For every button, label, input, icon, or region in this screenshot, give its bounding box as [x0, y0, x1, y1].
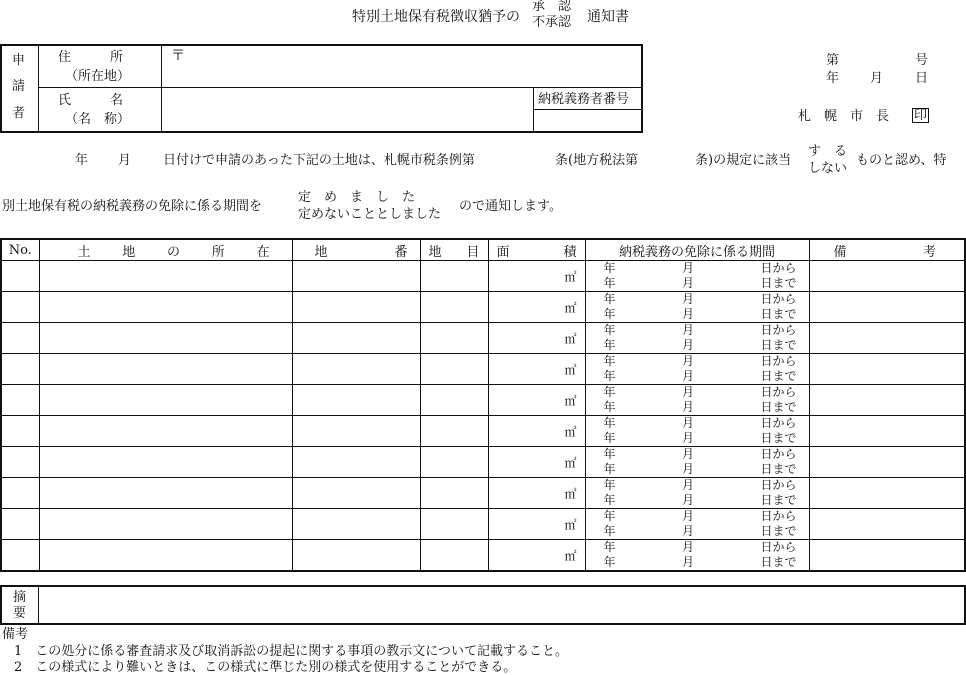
- header-location-char: 所: [211, 244, 225, 260]
- period-from-day: 日から: [760, 478, 797, 492]
- cell-lot[interactable]: [292, 509, 420, 540]
- period-to-year: 年: [603, 338, 616, 352]
- body-text-5: 別土地保有税の納税義務の免除に係る期間を: [2, 199, 263, 214]
- area-unit: ㎡: [564, 269, 577, 284]
- cell-no[interactable]: [1, 540, 39, 572]
- period-to-year: 年: [603, 555, 616, 569]
- header-category-char: 地: [428, 244, 442, 260]
- cell-no[interactable]: [1, 509, 39, 540]
- title-suffix: 通知書: [587, 9, 629, 25]
- cell-category[interactable]: [420, 509, 488, 540]
- cell-location[interactable]: [39, 323, 292, 354]
- cell-area[interactable]: [488, 354, 585, 385]
- cell-area[interactable]: [488, 540, 585, 572]
- cell-location[interactable]: [39, 509, 292, 540]
- cell-no[interactable]: [1, 261, 39, 292]
- cell-remarks[interactable]: [809, 447, 965, 478]
- cell-location[interactable]: [39, 385, 292, 416]
- number-prefix: 第: [826, 53, 840, 68]
- cell-period[interactable]: [585, 416, 809, 447]
- period-from-month: 月: [681, 509, 694, 523]
- period-to-year: 年: [603, 493, 616, 507]
- cell-location[interactable]: [39, 416, 292, 447]
- header-area-char: 面: [496, 244, 510, 260]
- cell-lot[interactable]: [292, 478, 420, 509]
- cell-lot[interactable]: [292, 261, 420, 292]
- postal-mark: 〒: [171, 48, 185, 64]
- body-option-not-determined: 定めないこととしました: [298, 207, 442, 222]
- cell-lot[interactable]: [292, 292, 420, 323]
- cell-remarks[interactable]: [809, 478, 965, 509]
- table-row: [1, 447, 965, 478]
- number-suffix: 号: [915, 53, 929, 68]
- cell-period[interactable]: [585, 261, 809, 292]
- period-to-day: 日まで: [760, 524, 797, 538]
- cell-area[interactable]: [488, 261, 585, 292]
- issue-date-day: 日: [915, 71, 929, 86]
- cell-no[interactable]: [1, 478, 39, 509]
- cell-no[interactable]: [1, 385, 39, 416]
- cell-category[interactable]: [420, 323, 488, 354]
- period-to-day: 日まで: [760, 276, 797, 290]
- cell-no[interactable]: [1, 292, 39, 323]
- applicant-label-2: 請: [12, 79, 26, 94]
- cell-lot[interactable]: [292, 385, 420, 416]
- period-to-year: 年: [603, 462, 616, 476]
- body-year: 年: [75, 153, 89, 168]
- period-to-year: 年: [603, 400, 616, 414]
- table-row: [1, 323, 965, 354]
- period-from-month: 月: [681, 447, 694, 461]
- body-option-determined: 定 め ま し た: [298, 190, 416, 205]
- period-from-day: 日から: [760, 385, 797, 399]
- summary-box: [0, 585, 966, 625]
- cell-period[interactable]: [585, 354, 809, 385]
- period-to-day: 日まで: [760, 431, 797, 445]
- cell-category[interactable]: [420, 540, 488, 572]
- cell-location[interactable]: [39, 447, 292, 478]
- period-to-month: 月: [681, 524, 694, 538]
- name-label: 氏 名: [58, 93, 124, 108]
- table-row: [1, 416, 965, 447]
- body-text-2: 条(地方税法第: [555, 153, 639, 168]
- notes-title: 備考: [2, 627, 29, 642]
- period-to-day: 日まで: [760, 400, 797, 414]
- period-to-year: 年: [603, 369, 616, 383]
- area-unit: ㎡: [564, 331, 577, 346]
- cell-period[interactable]: [585, 478, 809, 509]
- period-from-month: 月: [681, 385, 694, 399]
- name-sublabel: （名 称）: [65, 112, 131, 127]
- header-remarks-char: 考: [922, 244, 936, 260]
- body-month: 月: [118, 153, 132, 168]
- cell-remarks[interactable]: [809, 385, 965, 416]
- period-from-year: 年: [603, 447, 616, 461]
- cell-category[interactable]: [420, 354, 488, 385]
- area-unit: ㎡: [564, 455, 577, 470]
- period-from-day: 日から: [760, 416, 797, 430]
- summary-label-2: 要: [13, 606, 27, 621]
- note-item-1: 1 この処分に係る審査請求及び取消訴訟の提起に関する事項の教示文について記載すること。: [14, 644, 569, 659]
- address-label: 住 所: [58, 50, 124, 65]
- period-from-year: 年: [603, 416, 616, 430]
- header-lot: [292, 239, 420, 261]
- issue-date-year: 年: [826, 71, 840, 86]
- table-row: [1, 292, 965, 323]
- taxpayer-number-label: 納税義務者番号: [538, 92, 630, 107]
- body-text-1: 日付けで申請のあった下記の土地は、札幌市税条例第: [163, 153, 475, 168]
- cell-area[interactable]: [488, 478, 585, 509]
- table-row: [1, 540, 965, 572]
- body-text-3: 条)の規定に該当: [695, 153, 792, 168]
- period-from-year: 年: [603, 509, 616, 523]
- period-from-month: 月: [681, 478, 694, 492]
- period-to-year: 年: [603, 307, 616, 321]
- period-to-month: 月: [681, 307, 694, 321]
- cell-location[interactable]: [39, 261, 292, 292]
- cell-period[interactable]: [585, 292, 809, 323]
- period-to-day: 日まで: [760, 369, 797, 383]
- period-from-day: 日から: [760, 447, 797, 461]
- period-to-day: 日まで: [760, 462, 797, 476]
- table-row: [1, 509, 965, 540]
- cell-lot[interactable]: [292, 323, 420, 354]
- header-remarks: [809, 239, 965, 261]
- summary-label-1: 摘: [13, 590, 27, 605]
- cell-remarks[interactable]: [809, 354, 965, 385]
- period-to-month: 月: [681, 431, 694, 445]
- cell-remarks[interactable]: [809, 261, 965, 292]
- header-location-char: 地: [122, 244, 136, 260]
- cell-period[interactable]: [585, 447, 809, 478]
- period-to-year: 年: [603, 524, 616, 538]
- note-item-2: 2 この様式により難いときは、この様式に準じた別の様式を使用することができる。: [14, 660, 517, 675]
- period-to-month: 月: [681, 400, 694, 414]
- area-unit: ㎡: [564, 393, 577, 408]
- period-to-day: 日まで: [760, 555, 797, 569]
- cell-category[interactable]: [420, 416, 488, 447]
- period-from-day: 日から: [760, 509, 797, 523]
- body-option-not-applies: しない: [808, 161, 848, 176]
- header-period: 納税義務の免除に係る期間: [585, 239, 809, 261]
- cell-area[interactable]: [488, 447, 585, 478]
- period-from-year: 年: [603, 354, 616, 368]
- period-from-month: 月: [681, 292, 694, 306]
- body-option-applies: す る: [808, 144, 848, 159]
- cell-area[interactable]: [488, 416, 585, 447]
- period-from-day: 日から: [760, 540, 797, 554]
- period-from-year: 年: [603, 261, 616, 275]
- cell-category[interactable]: [420, 261, 488, 292]
- cell-location[interactable]: [39, 540, 292, 572]
- period-to-day: 日まで: [760, 493, 797, 507]
- period-from-year: 年: [603, 385, 616, 399]
- period-to-day: 日まで: [760, 307, 797, 321]
- table-row: [1, 385, 965, 416]
- cell-location[interactable]: [39, 478, 292, 509]
- header-remarks-char: 備: [833, 244, 847, 260]
- period-to-month: 月: [681, 276, 694, 290]
- cell-lot[interactable]: [292, 447, 420, 478]
- cell-period[interactable]: [585, 385, 809, 416]
- cell-no[interactable]: [1, 323, 39, 354]
- period-to-month: 月: [681, 493, 694, 507]
- header-location-char: 土: [77, 244, 91, 260]
- cell-area[interactable]: [488, 385, 585, 416]
- seal-mark: 印: [914, 108, 928, 123]
- period-from-day: 日から: [760, 354, 797, 368]
- period-from-month: 月: [681, 323, 694, 337]
- cell-remarks[interactable]: [809, 323, 965, 354]
- header-no: No.: [1, 239, 39, 261]
- cell-category[interactable]: [420, 292, 488, 323]
- period-from-day: 日から: [760, 292, 797, 306]
- period-to-month: 月: [681, 462, 694, 476]
- period-from-day: 日から: [760, 261, 797, 275]
- period-from-month: 月: [681, 354, 694, 368]
- period-from-year: 年: [603, 292, 616, 306]
- cell-no[interactable]: [1, 354, 39, 385]
- cell-area[interactable]: [488, 509, 585, 540]
- cell-category[interactable]: [420, 385, 488, 416]
- title-prefix: 特別土地保有税徴収猶予の: [352, 9, 520, 25]
- body-text-6: ので通知します。: [459, 199, 562, 214]
- period-to-day: 日まで: [760, 338, 797, 352]
- cell-category[interactable]: [420, 447, 488, 478]
- cell-location[interactable]: [39, 292, 292, 323]
- body-text-4: ものと認め、特: [856, 153, 947, 168]
- title-option-approve: 承 認: [532, 0, 572, 14]
- table-row: [1, 478, 965, 509]
- period-to-month: 月: [681, 338, 694, 352]
- mayor-title: 札 幌 市 長: [798, 109, 890, 124]
- period-from-month: 月: [681, 416, 694, 430]
- header-area: [488, 239, 585, 261]
- period-to-year: 年: [603, 276, 616, 290]
- address-sublabel: （所在地）: [65, 69, 131, 84]
- applicant-label-3: 者: [12, 106, 26, 121]
- period-from-year: 年: [603, 478, 616, 492]
- header-lot-char: 地: [314, 244, 328, 260]
- cell-lot[interactable]: [292, 416, 420, 447]
- area-unit: ㎡: [564, 424, 577, 439]
- period-from-year: 年: [603, 540, 616, 554]
- period-from-year: 年: [603, 323, 616, 337]
- header-category: [420, 239, 488, 261]
- issue-date-month: 月: [870, 71, 884, 86]
- area-unit: ㎡: [564, 517, 577, 532]
- cell-remarks[interactable]: [809, 509, 965, 540]
- period-to-year: 年: [603, 431, 616, 445]
- cell-no[interactable]: [1, 447, 39, 478]
- cell-remarks[interactable]: [809, 416, 965, 447]
- cell-lot[interactable]: [292, 354, 420, 385]
- area-unit: ㎡: [564, 548, 577, 563]
- cell-remarks[interactable]: [809, 292, 965, 323]
- table-header-row: [1, 239, 965, 261]
- cell-category[interactable]: [420, 478, 488, 509]
- period-from-month: 月: [681, 261, 694, 275]
- period-from-day: 日から: [760, 323, 797, 337]
- period-to-month: 月: [681, 369, 694, 383]
- header-lot-char: 番: [394, 244, 408, 260]
- header-location: [39, 239, 292, 261]
- area-unit: ㎡: [564, 300, 577, 315]
- title-option-reject: 不承認: [532, 15, 572, 30]
- table-row: [1, 261, 965, 292]
- period-from-month: 月: [681, 540, 694, 554]
- cell-area[interactable]: [488, 292, 585, 323]
- header-area-char: 積: [563, 244, 577, 260]
- header-location-char: 在: [256, 244, 270, 260]
- header-location-char: の: [166, 244, 180, 260]
- cell-remarks[interactable]: [809, 540, 965, 572]
- cell-no[interactable]: [1, 416, 39, 447]
- table-row: [1, 354, 965, 385]
- cell-area[interactable]: [488, 323, 585, 354]
- cell-location[interactable]: [39, 354, 292, 385]
- applicant-label-1: 申: [12, 53, 26, 68]
- cell-period[interactable]: [585, 509, 809, 540]
- period-to-month: 月: [681, 555, 694, 569]
- area-unit: ㎡: [564, 362, 577, 377]
- cell-period[interactable]: [585, 323, 809, 354]
- cell-period[interactable]: [585, 540, 809, 572]
- area-unit: ㎡: [564, 486, 577, 501]
- land-table: [0, 238, 966, 572]
- header-category-char: 目: [466, 244, 480, 260]
- cell-lot[interactable]: [292, 540, 420, 572]
